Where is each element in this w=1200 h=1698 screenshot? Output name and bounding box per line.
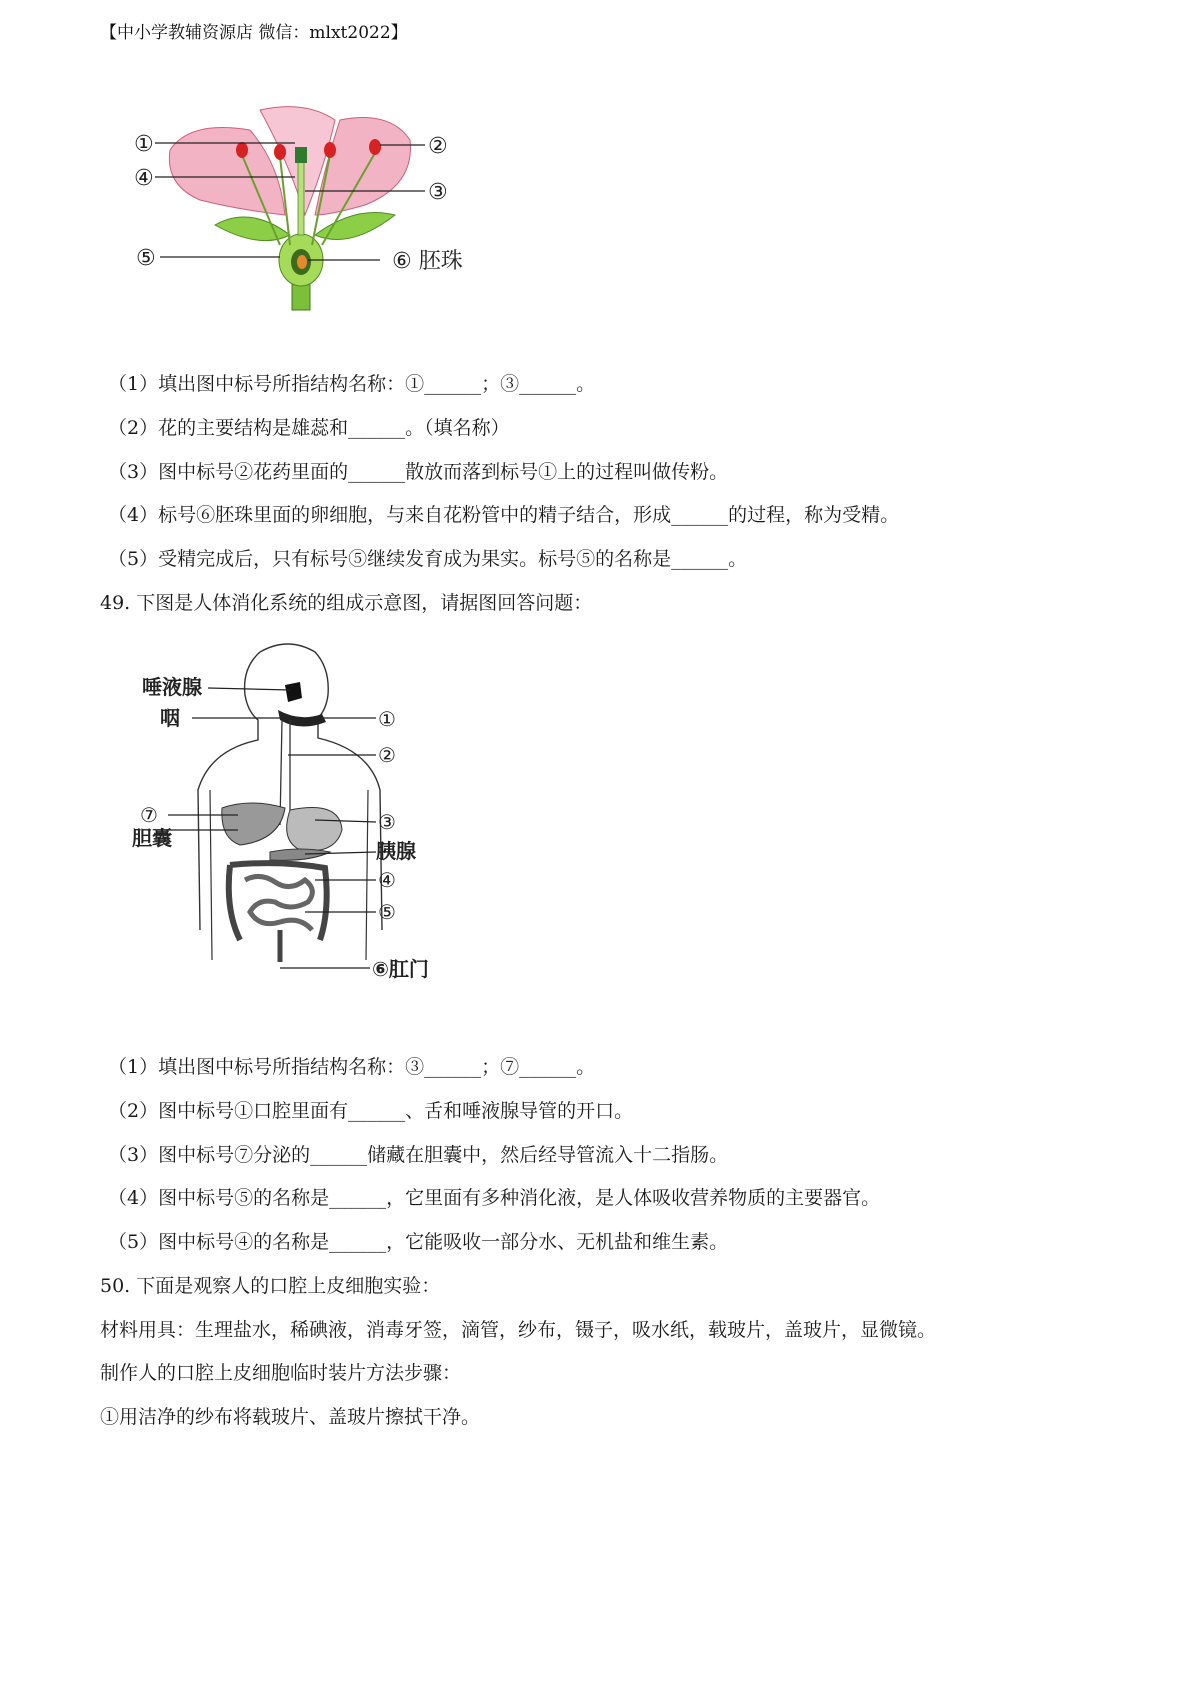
q49-question-4: （4）图中标号⑤的名称是______，它里面有多种消化液，是人体吸收营养物质的主要器官。 (108, 1187, 881, 1209)
label-5: ⑤ (378, 900, 396, 924)
page-header: 【中小学教辅资源店 微信：mlxt2022】 (100, 23, 408, 43)
flower-question-2: （2）花的主要结构是雄蕊和______。（填名称） (108, 417, 510, 439)
q50-steps-heading: 制作人的口腔上皮细胞临时装片方法步骤： (100, 1362, 462, 1384)
label-anus: ⑥肛门 (372, 957, 429, 981)
q49-question-2: （2）图中标号①口腔里面有______、舌和唾液腺导管的开口。 (108, 1100, 634, 1122)
q50-materials: 材料用具：生理盐水，稀碘液，消毒牙签，滴管，纱布，镊子，吸水纸，载玻片，盖玻片，显微镜。 (100, 1319, 937, 1341)
q49-question-3: （3）图中标号⑦分泌的______储藏在胆囊中，然后经导管流入十二指肠。 (108, 1144, 729, 1166)
q49-question-5: （5）图中标号④的名称是______，它能吸收一部分水、无机盐和维生素。 (108, 1231, 729, 1253)
digestive-system-diagram (130, 640, 450, 985)
flower-label-5: ⑤ (136, 246, 156, 271)
flower-question-4: （4）标号⑥胚珠里面的卵细胞，与来自花粉管中的精子结合，形成______的过程，称为受精。 (108, 504, 900, 526)
q50-step-1: ①用洁净的纱布将载玻片、盖玻片擦拭干净。 (100, 1406, 481, 1428)
label-7: ⑦ (140, 803, 158, 827)
question-49-title: 49. 下图是人体消化系统的组成示意图，请据图回答问题： (100, 592, 593, 614)
flower-question-5: （5）受精完成后，只有标号⑤继续发育成为果实。标号⑤的名称是______。 (108, 548, 748, 570)
flower-label-4: ④ (134, 166, 154, 191)
flower-label-2: ② (428, 134, 448, 159)
flower-label-1: ① (134, 132, 154, 157)
label-3: ③ (378, 810, 396, 834)
label-2: ② (378, 743, 396, 767)
label-4: ④ (378, 868, 396, 892)
flower-label-6: ⑥ 胚珠 (392, 249, 463, 274)
q49-question-1: （1）填出图中标号所指结构名称：③______；⑦______。 (108, 1056, 596, 1078)
question-50-title: 50. 下面是观察人的口腔上皮细胞实验： (100, 1275, 441, 1297)
flower-label-3: ③ (428, 180, 448, 205)
label-pharynx: 咽 (160, 706, 180, 730)
label-salivary-gland: 唾液腺 (142, 675, 202, 699)
flower-question-3: （3）图中标号②花药里面的______散放而落到标号①上的过程叫做传粉。 (108, 461, 729, 483)
flower-diagram (130, 105, 480, 315)
label-pancreas: 胰腺 (376, 839, 416, 863)
label-1: ① (378, 707, 396, 731)
label-gallbladder: 胆囊 (132, 826, 172, 850)
flower-question-1: （1）填出图中标号所指结构名称：①______；③______。 (108, 373, 596, 395)
